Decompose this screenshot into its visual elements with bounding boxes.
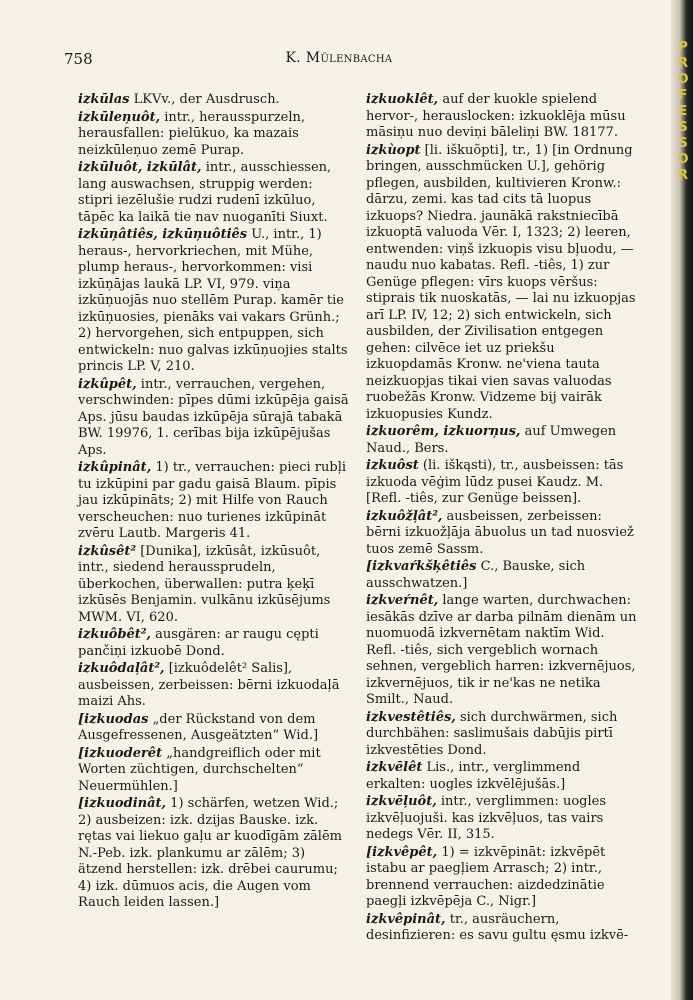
dictionary-entry (366, 509, 638, 559)
entry-definition: Lis., intr., verglimmend erkalten: uogles izkvēlējušās.] (366, 760, 581, 792)
dictionary-entry (78, 746, 350, 796)
entry-definition: intr., ausschiessen, lang auswachsen, struppig werden: stipri iezēlušie rudzi rudenī izkūluo, tāpēc ka laikā tie nav nuoganīti Siuxt. (78, 160, 332, 225)
entry-headword: izkùopt (366, 142, 421, 158)
entry-definition: intr., verrauchen, vergehen, verschwinden: pīpes dūmi izkūpēja gaisā Aps. jūsu baudas izkūpēja sūrajā tabakā BW. 19976, 1. cerības bija izkūpējušas Aps. (78, 376, 349, 458)
entry-headword: izkûpinât, (78, 460, 152, 475)
dictionary-entry (78, 110, 350, 160)
entry-definition: [Dunika], izkūsât, izkūsuôt, intr., siedend heraussprudeln, überkochen, überwallen: putra ķeķī izkūsēs Benjamin. vulkānu izkūsējums MWM. VI, 620. (78, 543, 331, 625)
entry-definition: 1) tr., verrauchen: pieci rubļi tu izkūpini par gadu gaisā Blaum. pīpis jau izkūpināts; 2) mit Hilfe von Rauch verscheuchen: nuo turienes izkūpināt zvēru Lautb. Margeris 41. (78, 460, 347, 541)
page-number: 758 (64, 50, 93, 68)
entry-definition: auf der kuokle spielend hervor-, herauslocken: izkuoklēja mūsu māsiņu nuo deviņi bāleliņi BW. 18177. (366, 92, 626, 140)
dictionary-entry (78, 661, 350, 711)
entry-headword: izkveŕnêt, (366, 593, 439, 608)
entry-definition: [izkuôdelêt² Salis], ausbeissen, zerbeissen: bērni izkuodaļā maizi Ahs. (78, 661, 340, 709)
entry-headword: [izkuodinât, (78, 796, 167, 811)
entry-headword: izkuôdaļât², (78, 661, 165, 676)
dictionary-entry (78, 227, 350, 376)
entry-definition: (li. iškąsti), tr., ausbeissen: tās izkuoda vēģim lūdz pusei Kaudz. M. [Refl. -tiês, zur Genüge beissen]. (366, 458, 624, 506)
dictionary-entry (78, 796, 350, 912)
dictionary-entry (366, 912, 638, 945)
dictionary-entry (78, 92, 350, 109)
entry-definition: LKVv., der Ausdrusch. (129, 92, 280, 107)
dictionary-entry (366, 92, 638, 142)
entry-definition: sich durchwärmen, sich durchbähen: saslimušais dabūjis pirtī izkvestēties Dond. (366, 709, 618, 758)
entry-definition: tr., ausräuchern, desinfizieren: es savu gultu ęsmu izkvē- (366, 911, 629, 943)
right-column (366, 92, 638, 946)
dictionary-entry (78, 544, 350, 627)
entry-headword: [izkvêpêt, (366, 844, 438, 860)
entry-headword: izkûsêt² (78, 543, 137, 559)
dictionary-entry (366, 794, 638, 844)
entry-definition: [li. iškuõpti], tr., 1) [in Ordnung bringen, ausschmücken U.], gehörig pflegen, ausbilden, kultivieren Kronw.: dārzu, zemi. kas tad cits tā luopus izkuops? Niedra. jaunākā rakstniecībā izkuoptā valuoda Vēr. I, 1323; 2) leeren, entwenden: viņš izkuopis visu bļuodu, — naudu nuo kabatas. Refl. -tiês, 1) zur Genüge pflegen: vīrs kuops vēršus: stiprais tik nuoskatās, — lai nu izkuopjas arī LP. IV, 12; 2) sich entwickeln, sich ausbilden, der Zivilisation entgegen gehen: cilvēce iet uz priekšu izkuopdamās Kronw. ne'viena tauta neizkuopjas tikai vien savas valuodas ruobežās Kronw. Vidzeme bij vairāk izkuopusies Kundz. (366, 142, 636, 422)
entry-headword: izkvēļuôt, (366, 794, 437, 809)
edge-lettering: P R O F E S S O R (677, 40, 689, 183)
entry-definition: U., intr., 1) heraus-, hervorkriechen, mit Mühe, plump heraus-, hervorkommen: visi izkūņājas laukā LP. VI, 979. viņa izkūņuojās nuo stellēm Purap. kamēr tie izkūņuosies, pienāks vai vakars Grünh.; 2) hervorgehen, sich entpuppen, sich entwickeln: nuo galvas izkūņuojies stalts princis LP. V, 210. (78, 227, 348, 374)
entry-headword: izkuôst (366, 458, 419, 473)
dictionary-entry (366, 143, 638, 424)
entry-definition: lange warten, durchwachen: iesākās dzīve ar darba pilnām dienām un nuomuodā izkvernētam naktīm Wid. Refl. -tiês, sich vergeblich wornach sehnen, vergeblich harren: izkvernējuos, izkvernējuos, tik ir ne'kas ne netika Smilt., Naud. (366, 593, 637, 707)
dictionary-entry (78, 377, 350, 460)
entry-headword: izkūlas (78, 92, 130, 107)
dictionary-entry (366, 458, 638, 508)
entry-headword: izkuorêm, izkuorņus, (366, 424, 521, 439)
dictionary-entry (78, 627, 350, 660)
entry-definition: 1) schärfen, wetzen Wid.; 2) ausbeizen: izk. dzijas Bauske. izk. rętas vai liekuo gaļu ar kuodīgām zālēm N.-Peb. izk. plankumu ar zālēm; 3) ätzend herstellen: izk. drēbei caurumu; 4) izk. dūmuos acis, die Augen vom Rauch leiden lassen.] (78, 796, 342, 910)
dictionary-entry (366, 424, 638, 457)
entry-headword: [izkvaŕkšķêtiês (366, 559, 477, 574)
entry-definition: C., Bauske, sich ausschwatzen.] (366, 559, 586, 591)
dictionary-entry (366, 593, 638, 709)
entry-headword: izkūleņuôt, (78, 109, 161, 125)
entry-headword: [izkuodas (78, 711, 149, 727)
dictionary-entry (78, 460, 350, 543)
entry-headword: izkūluôt, izkūlât, (78, 160, 202, 175)
page-header (58, 46, 620, 72)
dictionary-entry (366, 559, 638, 592)
entry-headword: izkuôžļât², (366, 508, 443, 524)
entry-headword: [izkuoderêt (78, 745, 163, 761)
dictionary-entry (366, 710, 638, 760)
entry-definition: „der Rückstand von dem Ausgefressenen, Ausgeätzten“ Wid.] (78, 711, 319, 743)
entry-headword: izkūņâtiês, izkūņuôtiês (78, 227, 248, 242)
entry-headword: izkvestêtiês, (366, 709, 456, 725)
entry-definition: intr., herausspurzeln, herausfallen: pielūkuo, ka mazais neizkūleņuo zemē Purap. (78, 109, 306, 158)
entry-headword: izkuôbêt², (78, 627, 152, 642)
left-column (78, 92, 350, 913)
dictionary-entry (366, 845, 638, 911)
dictionary-entry (78, 712, 350, 745)
dictionary-entry (366, 760, 638, 793)
entry-headword: izkvēlêt (366, 760, 423, 775)
book-edge-strip (671, 0, 693, 1000)
entry-headword: izkûpêt, (78, 376, 137, 392)
entry-definition: „handgreiflich oder mit Worten züchtigen, durchschelten“ Neuermühlen.] (78, 745, 321, 794)
entry-headword: izkvêpinât, (366, 911, 446, 927)
dictionary-entry (78, 160, 350, 226)
entry-definition: intr., verglimmen: uogles izkvēļuojuši. kas izkvēļuos, tas vairs nedegs Vēr. II, 315. (366, 794, 606, 842)
entry-definition: ausgären: ar raugu cępti pančiņi izkuobē Dond. (78, 627, 319, 659)
entry-definition: 1) = izkvēpināt: izkvēpēt istabu ar paegļiem Arrasch; 2) intr., brennend verrauchen: aizdedzinātie paegļi izkvēpēja C., Nigr.] (366, 844, 606, 909)
entry-definition: ausbeissen, zerbeissen: bērni izkuožļāja ābuolus un tad nuosviež tuos zemē Sassm. (366, 508, 634, 557)
entry-definition: auf Umwegen Naud., Bers. (366, 424, 617, 456)
entry-headword: izkuoklêt, (366, 92, 439, 107)
running-title: K. Mülenbacha (285, 50, 393, 66)
